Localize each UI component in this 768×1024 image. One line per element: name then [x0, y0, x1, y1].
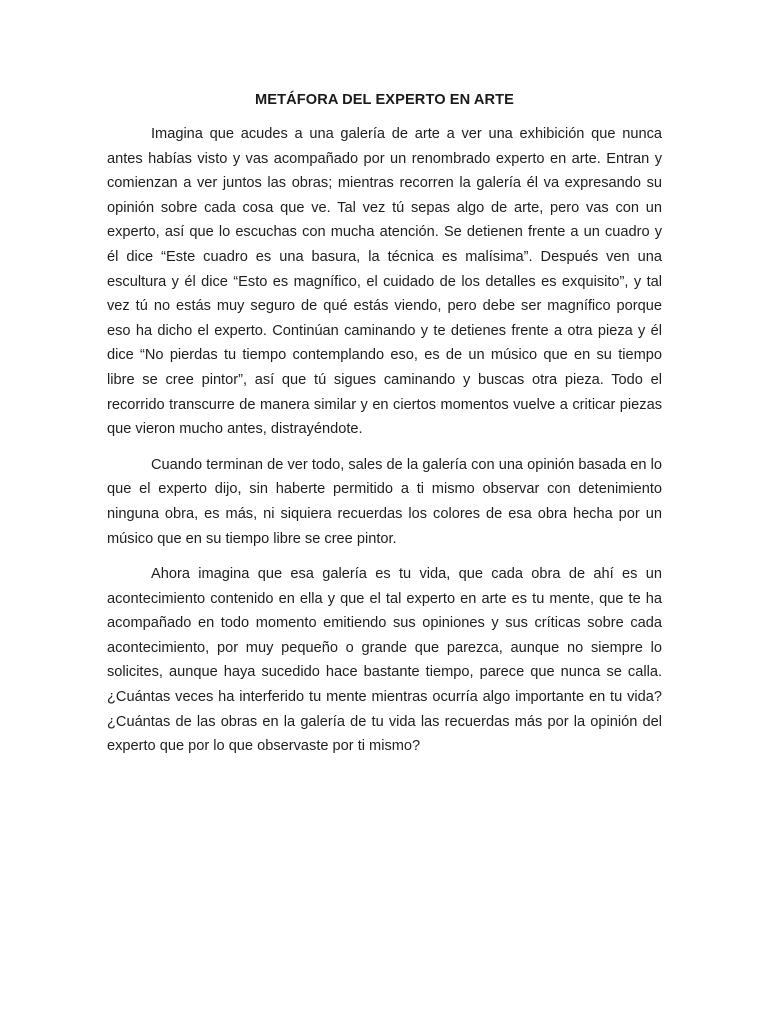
document-body [107, 90, 662, 770]
paragraph-2: Cuando terminan de ver todo, sales de la galería con una opinión basada en lo que el experto dijo, sin haberte permitido a ti mismo observar con detenimiento ninguna obra, es más, ni siquiera recuerdas los colores de esa obra hecha por un músico que en su tiempo libre se cree pintor. [107, 456, 662, 547]
document-title: METÁFORA DEL EXPERTO EN ARTE [254, 92, 515, 108]
paragraph-3: Ahora imagina que esa galería es tu vida, que cada obra de ahí es un acontecimiento contenido en ella y que el tal experto en arte es tu mente, que te ha acompañado en todo momento emitiendo sus opiniones y sus críticas sobre cada acontecimiento, por muy pequeño o grande que parezca, aunque no siempre lo solicites, aunque haya sucedido hace bastante tiempo, parece que nunca se calla. ¿Cuántas veces ha interferido tu mente mientras ocurría algo importante en tu vida? ¿Cuántas de las obras en la galería de tu vida las recuerdas más por la opinión del experto que por lo que observaste por ti mismo? [107, 566, 662, 755]
paragraph-1: Imagina que acudes a una galería de arte a ver una exhibición que nunca antes habías visto y vas acompañado por un renombrado experto en arte. Entran y comienzan a ver juntos las obras; mientras recorren la galería él va expresando su opinión sobre cada cosa que ve. Tal vez tú sepas algo de arte, pero vas con un experto, así que lo escuchas con mucha atención. Se detienen frente a un cuadro y él dice “Este cuadro es una basura, la técnica es malísima”. Después ven una escultura y él dice “Esto es magnífico, el cuidado de los detalles es exquisito”, y tal vez tú no estás muy seguro de qué estás viendo, pero debe ser magnífico porque eso ha dicho el experto. Continúan caminando y te detienes frente a otra pieza y él dice “No pierdas tu tiempo contemplando eso, es de un músico que en su tiempo libre se cree pintor”, así que tú sigues caminando y buscas otra pieza. Todo el recorrido transcurre de manera similar y en ciertos momentos vuelve a criticar piezas que vieron mucho antes, distrayéndote. [107, 126, 662, 438]
